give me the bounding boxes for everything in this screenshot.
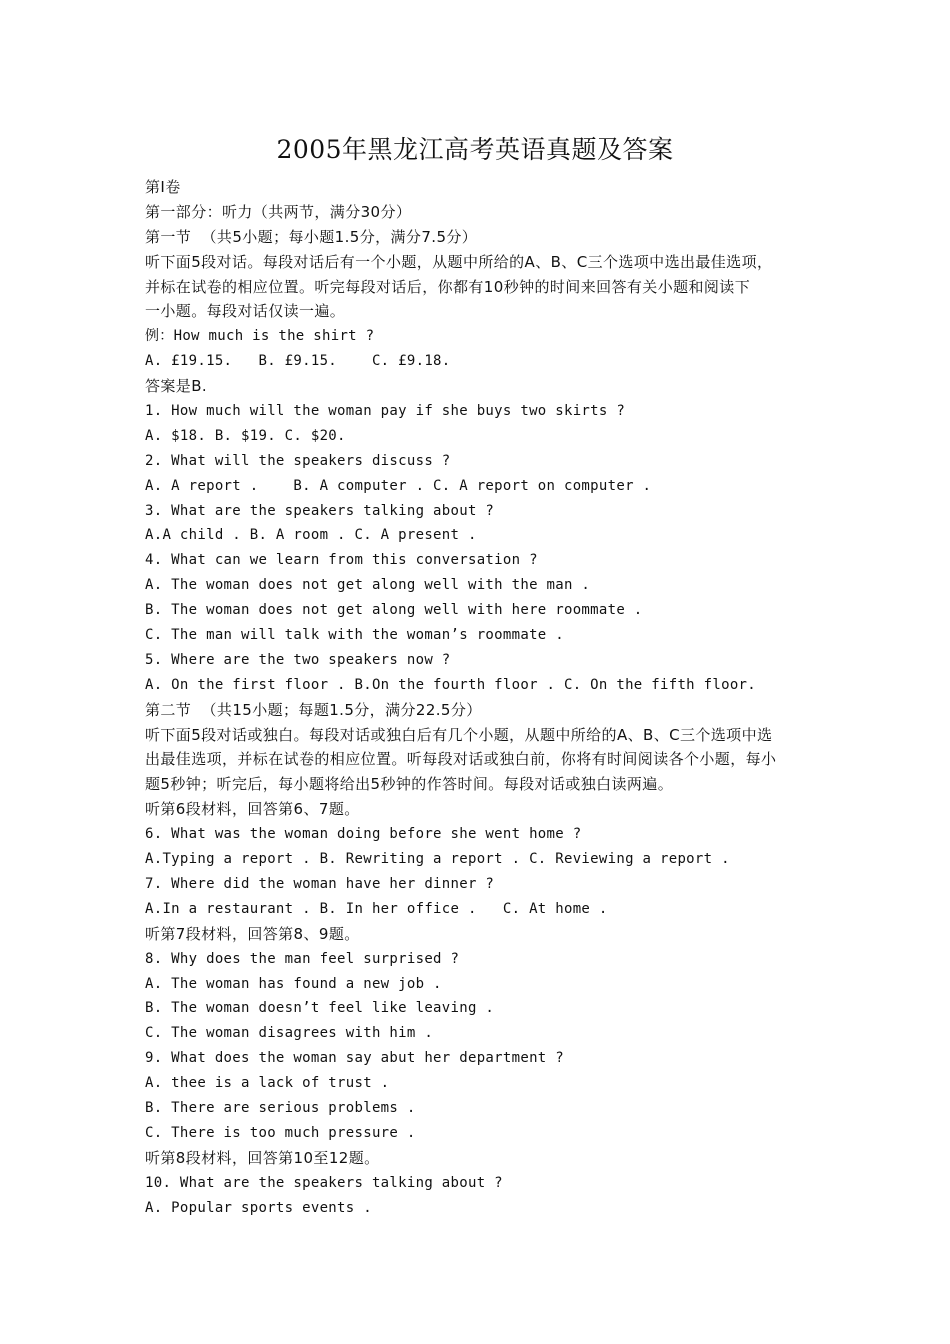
answer-option: B. The woman does not get along well with here roommate . <box>145 602 643 619</box>
answer-option: B. The woman doesn’t feel like leaving . <box>145 1000 495 1017</box>
instruction-text: 听下面5段对话或独白。每段对话或独白后有几个小题，从题中所给的A、B、C三个选项中选 <box>145 725 773 744</box>
answer-options: A. A report . B. A computer . C. A report on computer . <box>145 477 652 494</box>
document-body <box>145 175 815 1220</box>
subsection-heading: 第二节 （共15小题；每题1.5分，满分22.5分） <box>145 700 482 719</box>
question: 7. Where did the woman have her dinner ? <box>145 875 495 892</box>
answer-option: A. Popular sports events . <box>145 1199 372 1216</box>
instruction-text: 并标在试卷的相应位置。听完每段对话后，你都有10秒钟的时间来回答有关小题和阅读下 <box>145 277 751 296</box>
document-title: 2005年黑龙江高考英语真题及答案 <box>276 135 674 164</box>
material-heading: 听第8段材料，回答第10至12题。 <box>145 1148 380 1167</box>
question: 8. Why does the man feel surprised ? <box>145 950 460 967</box>
answer-option: C. There is too much pressure . <box>145 1124 416 1141</box>
example-options: A. £19.15. B. £9.15. C. £9.18. <box>145 353 451 370</box>
instruction-text: 听下面5段对话。每段对话后有一个小题，从题中所给的A、B、C三个选项中选出最佳选项， <box>145 252 773 271</box>
question: 5. Where are the two speakers now ? <box>145 651 451 668</box>
example-answer: 答案是B. <box>145 377 208 396</box>
answer-option: A. The woman has found a new job . <box>145 975 442 992</box>
question: 9. What does the woman say abut her department ? <box>145 1050 564 1067</box>
instruction-text: 题5秒钟；听完后，每小题将给出5秒钟的作答时间。每段对话或独白读两遍。 <box>145 775 674 794</box>
answer-option: C. The woman disagrees with him . <box>145 1025 434 1042</box>
answer-option: C. The man will talk with the woman’s roommate . <box>145 627 564 644</box>
question: 6. What was the woman doing before she went home ? <box>145 826 582 843</box>
answer-option: B. There are serious problems . <box>145 1099 416 1116</box>
answer-options: A. On the first floor . B.On the fourth floor . C. On the fifth floor. <box>145 676 757 693</box>
question: 10. What are the speakers talking about ? <box>145 1174 503 1191</box>
part-heading: 第一部分：听力（共两节，满分30分） <box>145 202 412 221</box>
answer-options: A.In a restaurant . B. In her office . C. At home . <box>145 900 608 917</box>
question: 4. What can we learn from this conversation ? <box>145 552 538 569</box>
instruction-text: 出最佳选项，并标在试卷的相应位置。听每段对话或独白前，你将有时间阅读各个小题，每小 <box>145 750 777 769</box>
answer-options: A.A child . B. A room . C. A present . <box>145 527 477 544</box>
question: 2. What will the speakers discuss ? <box>145 452 451 469</box>
section-heading: 第Ⅰ卷 <box>145 178 181 196</box>
answer-option: A. thee is a lack of trust . <box>145 1075 390 1092</box>
example-question: 例：How much is the shirt ? <box>145 328 375 345</box>
subsection-heading: 第一节 （共5小题；每小题1.5分，满分7.5分） <box>145 227 478 246</box>
answer-options: A.Typing a report . B. Rewriting a report . C. Reviewing a report . <box>145 851 730 868</box>
answer-options: A. $18. B. $19. C. $20. <box>145 427 346 444</box>
material-heading: 听第7段材料，回答第8、9题。 <box>145 924 360 943</box>
answer-option: A. The woman does not get along well with the man . <box>145 577 591 594</box>
question: 3. What are the speakers talking about ? <box>145 502 495 519</box>
question: 1. How much will the woman pay if she buys two skirts ? <box>145 403 626 420</box>
instruction-text: 一小题。每段对话仅读一遍。 <box>145 302 346 321</box>
material-heading: 听第6段材料，回答第6、7题。 <box>145 800 360 819</box>
